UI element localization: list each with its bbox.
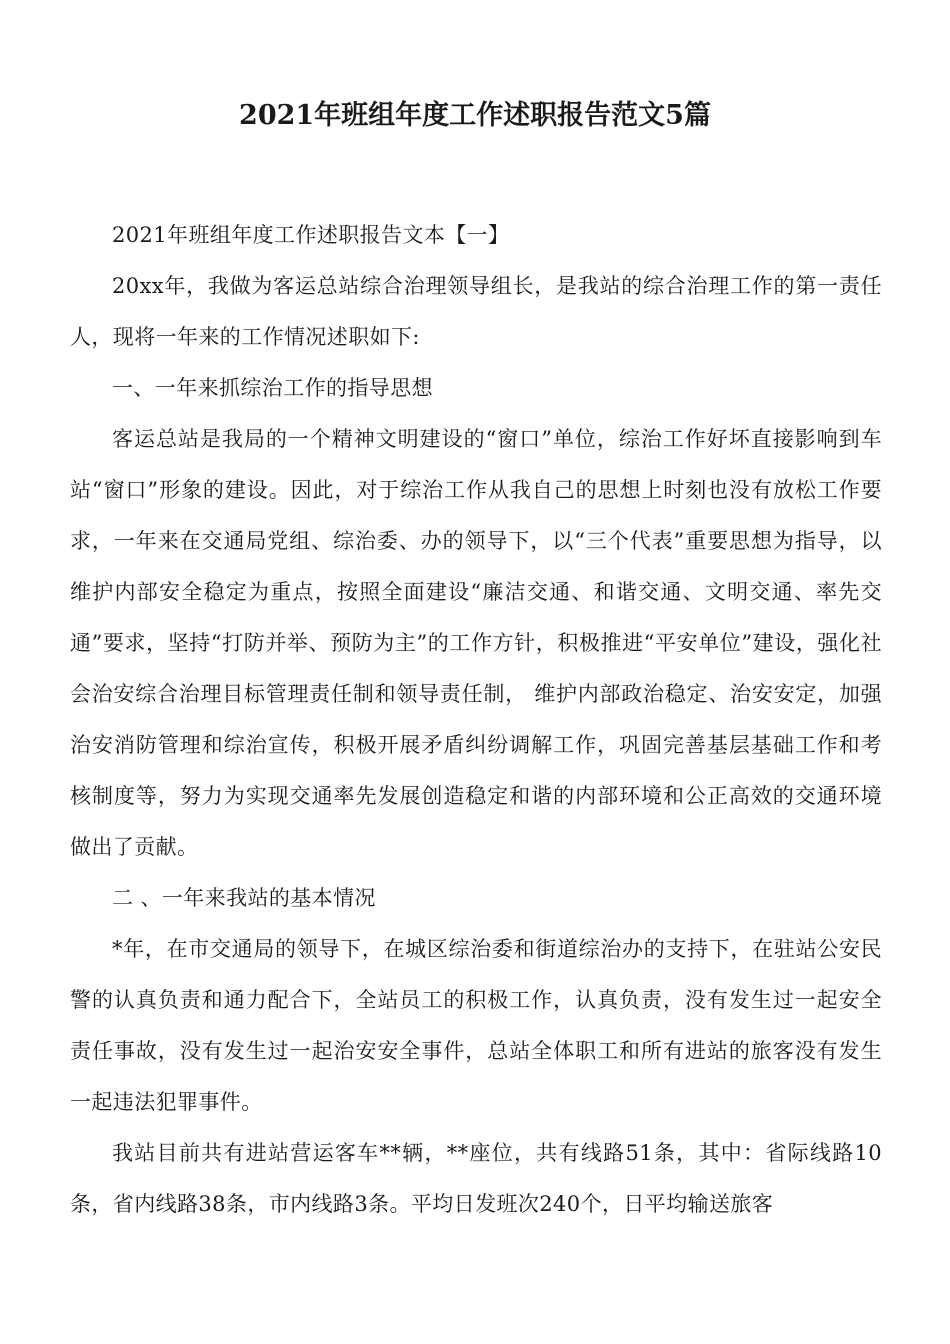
section-heading-guiding-thought: 一、一年来抓综治工作的指导思想 xyxy=(112,376,433,400)
section-heading-article-one: 2021年班组年度工作述职报告文本【一】 xyxy=(112,223,510,247)
paragraph-intro: 20xx年，我做为客运总站综合治理领导组长，是我站的综合治理工作的第一责任人，现将一年来的工作情况述职如下: xyxy=(70,274,882,349)
document-title: 2021年班组年度工作述职报告范文5篇 xyxy=(239,100,711,131)
paragraph-basic-situation: *年，在市交通局的领导下，在城区综治委和街道综治办的支持下，在驻站公安民警的认真负责和通力配合下，全站员工的积极工作，认真负责，没有发生过一起安全责任事故，没有发生过一起治安安全事件，总站全体职工和所有进站的旅客没有发生一起违法犯罪事件。 xyxy=(70,937,882,1114)
paragraph-station-statistics: 我站目前共有进站营运客车**辆，**座位，共有线路51条，其中：省际线路10条，省内线路38条，市内线路3条。平均日发班次240个，日平均输送旅客 xyxy=(70,1141,882,1216)
document-body xyxy=(70,210,882,1230)
paragraph-guiding-thought: 客运总站是我局的一个精神文明建设的“窗口”单位，综治工作好坏直接影响到车站“窗口”形象的建设。因此，对于综治工作从我自己的思想上时刻也没有放松工作要求，一年来在交通局党组、综治委、办的领导下，以“三个代表”重要思想为指导，以维护内部安全稳定为重点，按照全面建设“廉洁交通、和谐交通、文明交通、率先交通”要求，坚持“打防并举、预防为主”的工作方针，积极推进“平安单位”建设，强化社会治安综合治理目标管理责任制和领导责任制， 维护内部政治稳定、治安安定，加强治安消防管理和综治宣传，积极开展矛盾纠纷调解工作，巩固完善基层基础工作和考核制度等，努力为实现交通率先发展创造稳定和谐的内部环境和公正高效的交通环境做出了贡献。 xyxy=(70,427,882,859)
section-heading-basic-situation: 二 、一年来我站的基本情况 xyxy=(112,886,376,910)
